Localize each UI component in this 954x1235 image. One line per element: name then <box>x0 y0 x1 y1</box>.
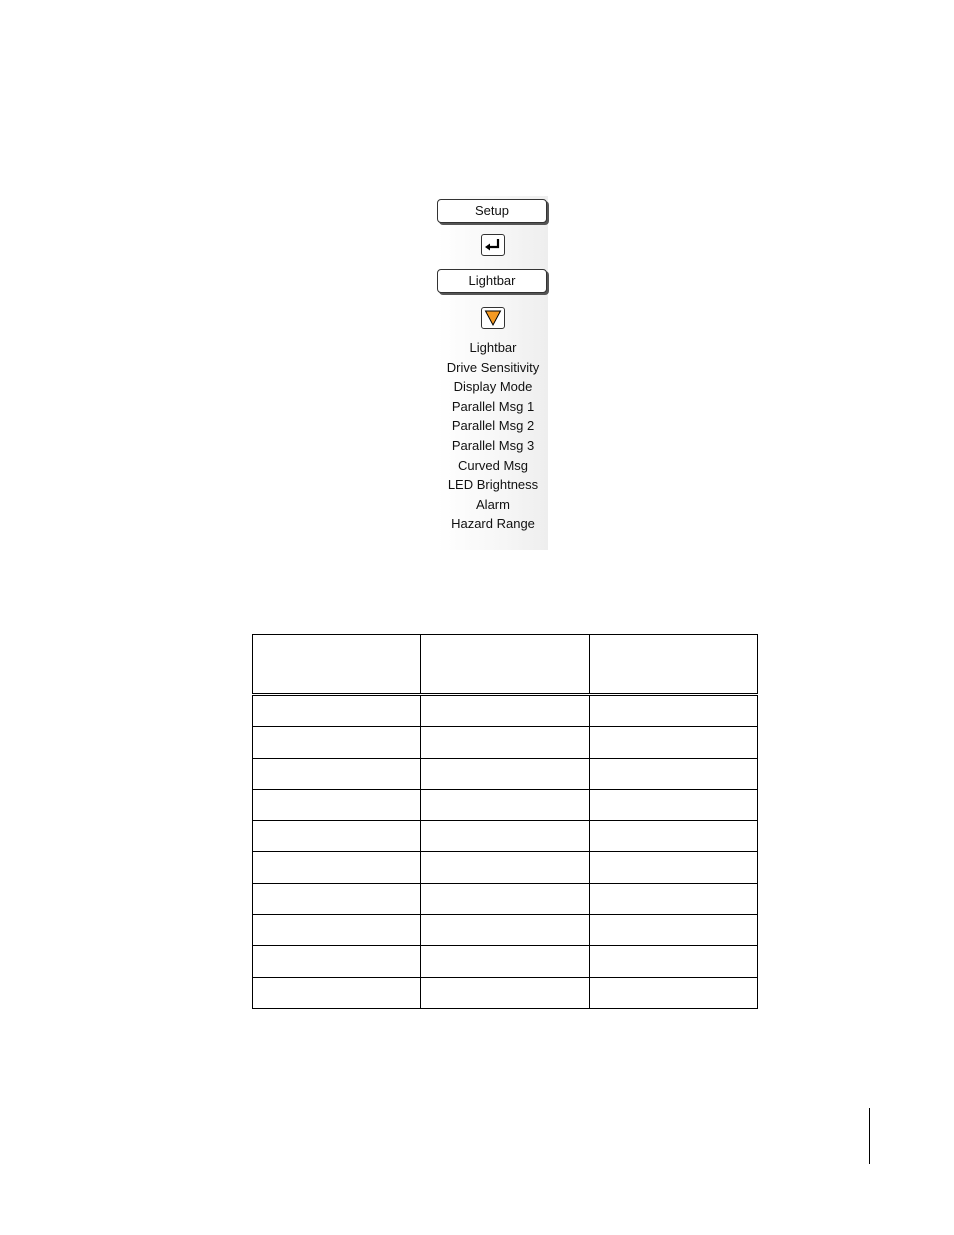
table-cell <box>253 821 421 852</box>
table-cell <box>421 977 589 1008</box>
table-cell <box>589 821 757 852</box>
menu-item-parallel-msg-2[interactable]: Parallel Msg 2 <box>451 418 535 434</box>
menu-item-drive-sensitivity[interactable]: Drive Sensitivity <box>446 359 540 375</box>
table-cell <box>253 883 421 914</box>
table-cell <box>589 727 757 758</box>
lightbar-menu-list <box>428 338 558 534</box>
table-cell <box>589 758 757 789</box>
table-cell <box>253 915 421 946</box>
table-cell <box>421 946 589 977</box>
table-cell <box>421 727 589 758</box>
table-row <box>253 946 758 977</box>
table-row <box>253 727 758 758</box>
table-cell <box>421 695 589 727</box>
table-cell <box>589 695 757 727</box>
table-cell <box>253 789 421 820</box>
table-cell <box>421 883 589 914</box>
table-cell <box>253 727 421 758</box>
enter-key-button[interactable] <box>481 234 505 256</box>
table-row <box>253 977 758 1008</box>
table-cell <box>253 852 421 883</box>
table-cell <box>253 695 421 727</box>
menu-item-led-brightness[interactable]: LED Brightness <box>447 477 539 493</box>
table-row <box>253 789 758 820</box>
enter-icon <box>482 235 504 255</box>
down-arrow-key-button[interactable] <box>481 307 505 329</box>
menu-item-parallel-msg-3[interactable]: Parallel Msg 3 <box>451 437 535 453</box>
table-cell <box>253 946 421 977</box>
table-row <box>253 883 758 914</box>
table-row <box>253 821 758 852</box>
table-header-cell <box>253 635 421 695</box>
table-cell <box>421 915 589 946</box>
menu-item-curved-msg[interactable]: Curved Msg <box>457 457 529 473</box>
menu-item-hazard-range[interactable]: Hazard Range <box>451 516 535 532</box>
menu-item-parallel-msg-1[interactable]: Parallel Msg 1 <box>451 398 535 414</box>
table-cell <box>253 977 421 1008</box>
table-cell <box>421 852 589 883</box>
menu-item-alarm[interactable]: Alarm <box>476 496 510 512</box>
table-header-row <box>253 635 758 695</box>
table-cell <box>421 821 589 852</box>
table-cell <box>589 977 757 1008</box>
table-cell <box>253 758 421 789</box>
table-cell <box>589 789 757 820</box>
table-row <box>253 695 758 727</box>
settings-table <box>252 634 758 1009</box>
table-cell <box>421 758 589 789</box>
table-cell <box>589 852 757 883</box>
table-cell <box>589 946 757 977</box>
menu-item-display-mode[interactable]: Display Mode <box>453 379 533 395</box>
setup-button[interactable]: Setup <box>437 199 547 223</box>
table-row <box>253 852 758 883</box>
down-arrow-icon <box>482 308 504 328</box>
lightbar-button[interactable]: Lightbar <box>437 269 547 293</box>
table-row <box>253 915 758 946</box>
table-cell <box>589 883 757 914</box>
table-cell <box>589 915 757 946</box>
table-header-cell <box>589 635 757 695</box>
table-header-cell <box>421 635 589 695</box>
menu-item-lightbar[interactable]: Lightbar <box>469 340 517 355</box>
page-margin-rule <box>869 1108 870 1164</box>
table-row <box>253 758 758 789</box>
table-cell <box>421 789 589 820</box>
